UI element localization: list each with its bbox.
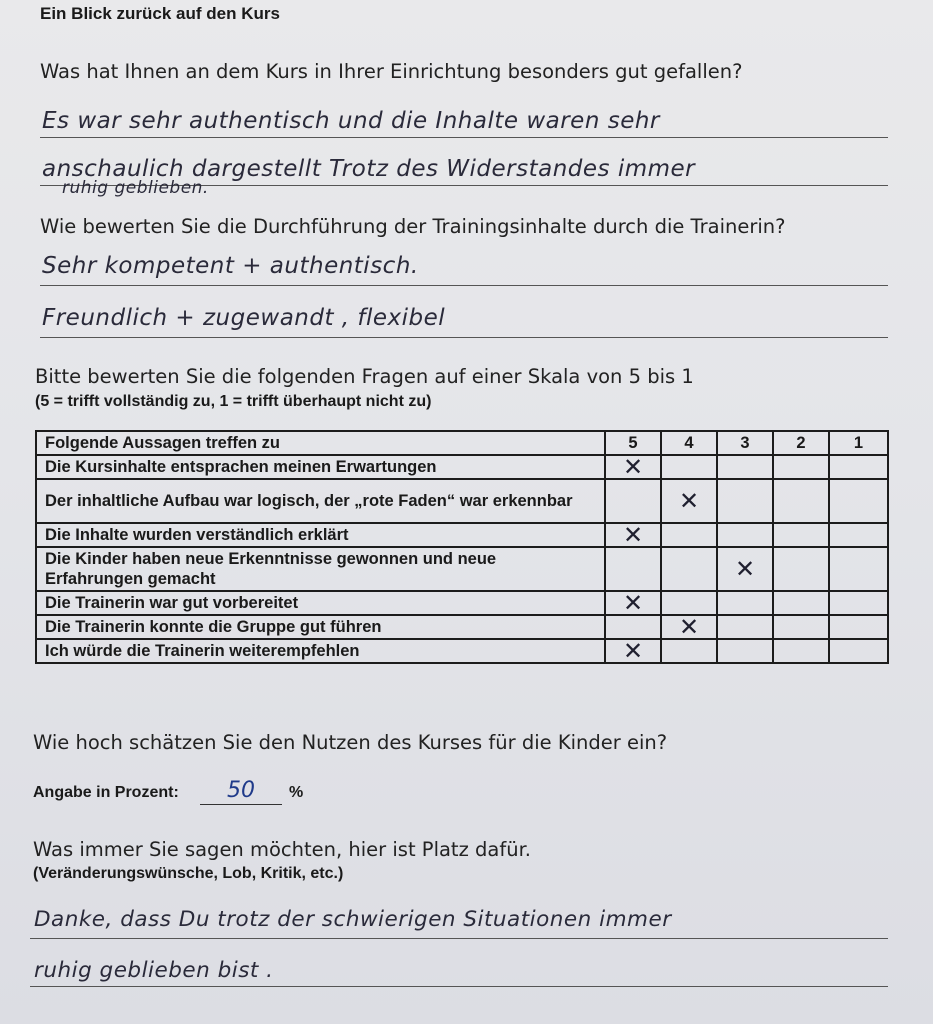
question-1: Was hat Ihnen an dem Kurs in Ihrer Einrichtung besonders gut gefallen? (40, 60, 743, 83)
rating-intro: Bitte bewerten Sie die folgenden Fragen auf einer Skala von 5 bis 1 (35, 365, 694, 388)
rating-cell-3 (717, 591, 773, 615)
statement-cell: Die Kursinhalte entsprachen meinen Erwartungen (36, 455, 605, 479)
rating-cell-2 (773, 479, 829, 523)
rating-cell-4 (661, 455, 717, 479)
answer-line (40, 337, 888, 338)
statement-cell: Der inhaltliche Aufbau war logisch, der „rote Faden“ war erkennbar (36, 479, 605, 523)
question-2: Wie bewerten Sie die Durchführung der Trainingsinhalte durch die Trainerin? (40, 215, 786, 238)
rating-cell-4 (661, 479, 717, 523)
table-row (36, 547, 888, 591)
answer-1-line-3: ruhig geblieben. (62, 178, 209, 198)
percent-field (200, 778, 282, 805)
statement-cell: Die Inhalte wurden verständlich erklärt (36, 523, 605, 547)
rating-cell-5 (605, 591, 661, 615)
scale-header-5: 5 (605, 431, 661, 455)
feedback-note: (Veränderungswünsche, Lob, Kritik, etc.) (33, 865, 344, 882)
statement-cell: Ich würde die Trainerin weiterempfehlen (36, 639, 605, 663)
section-title: Ein Blick zurück auf den Kurs (40, 4, 280, 23)
rating-cell-5 (605, 639, 661, 663)
rating-cell-1 (829, 455, 888, 479)
rating-cell-1 (829, 639, 888, 663)
rating-cell-4 (661, 547, 717, 591)
x-mark-icon: ✕ (622, 521, 644, 549)
statement-cell: Die Trainerin war gut vorbereitet (36, 591, 605, 615)
rating-cell-4 (661, 523, 717, 547)
table-row (36, 455, 888, 479)
x-mark-icon: ✕ (622, 589, 644, 617)
rating-cell-3 (717, 479, 773, 523)
rating-cell-1 (829, 479, 888, 523)
answer-4-line-1: Danke, dass Du trotz der schwierigen Situationen immer (34, 907, 672, 932)
rating-scale-note: (5 = trifft vollständig zu, 1 = trifft überhaupt nicht zu) (35, 393, 432, 410)
x-mark-icon: ✕ (622, 637, 644, 665)
rating-table (35, 430, 889, 664)
rating-cell-3 (717, 547, 773, 591)
answer-4-line-2: ruhig geblieben bist . (34, 958, 274, 983)
rating-cell-5 (605, 479, 661, 523)
rating-cell-4 (661, 591, 717, 615)
answer-2-line-1: Sehr kompetent + authentisch. (42, 253, 419, 279)
x-mark-icon: ✕ (734, 555, 756, 583)
percent-unit: % (289, 784, 304, 801)
statement-cell: Die Trainerin konnte die Gruppe gut führen (36, 615, 605, 639)
answer-line (30, 938, 888, 939)
rating-cell-5 (605, 455, 661, 479)
rating-cell-2 (773, 615, 829, 639)
header-label: Folgende Aussagen treffen zu (36, 431, 605, 455)
rating-cell-1 (829, 523, 888, 547)
answer-1-line-1: Es war sehr authentisch und die Inhalte waren sehr (42, 108, 660, 134)
rating-cell-5 (605, 615, 661, 639)
rating-cell-3 (717, 639, 773, 663)
x-mark-icon: ✕ (678, 487, 700, 515)
answer-1-line-2: anschaulich dargestellt Trotz des Widerstandes immer (42, 156, 696, 182)
question-4: Was immer Sie sagen möchten, hier ist Platz dafür. (33, 838, 531, 861)
scale-header-4: 4 (661, 431, 717, 455)
rating-cell-4 (661, 639, 717, 663)
table-row (36, 615, 888, 639)
table-row (36, 523, 888, 547)
percent-label: Angabe in Prozent: (33, 784, 179, 801)
scale-header-3: 3 (717, 431, 773, 455)
rating-cell-3 (717, 523, 773, 547)
statement-cell: Die Kinder haben neue Erkenntnisse gewonnen und neue Erfahrungen gemacht (36, 547, 605, 591)
answer-line (40, 137, 888, 138)
rating-cell-1 (829, 591, 888, 615)
question-3: Wie hoch schätzen Sie den Nutzen des Kurses für die Kinder ein? (33, 731, 668, 754)
scale-header-2: 2 (773, 431, 829, 455)
rating-cell-5 (605, 547, 661, 591)
answer-line (30, 986, 888, 987)
table-row (36, 479, 888, 523)
rating-cell-3 (717, 455, 773, 479)
x-mark-icon: ✕ (622, 453, 644, 481)
percent-value: 50 (227, 778, 255, 803)
rating-cell-2 (773, 639, 829, 663)
answer-line (40, 285, 888, 286)
rating-cell-1 (829, 615, 888, 639)
table-header-row (36, 431, 888, 455)
rating-cell-5 (605, 523, 661, 547)
table-row (36, 591, 888, 615)
rating-cell-3 (717, 615, 773, 639)
x-mark-icon: ✕ (678, 613, 700, 641)
answer-2-line-2: Freundlich + zugewandt , flexibel (42, 305, 446, 331)
table-row (36, 639, 888, 663)
rating-cell-2 (773, 455, 829, 479)
rating-cell-2 (773, 547, 829, 591)
scale-header-1: 1 (829, 431, 888, 455)
rating-cell-2 (773, 591, 829, 615)
rating-cell-1 (829, 547, 888, 591)
rating-cell-4 (661, 615, 717, 639)
rating-cell-2 (773, 523, 829, 547)
